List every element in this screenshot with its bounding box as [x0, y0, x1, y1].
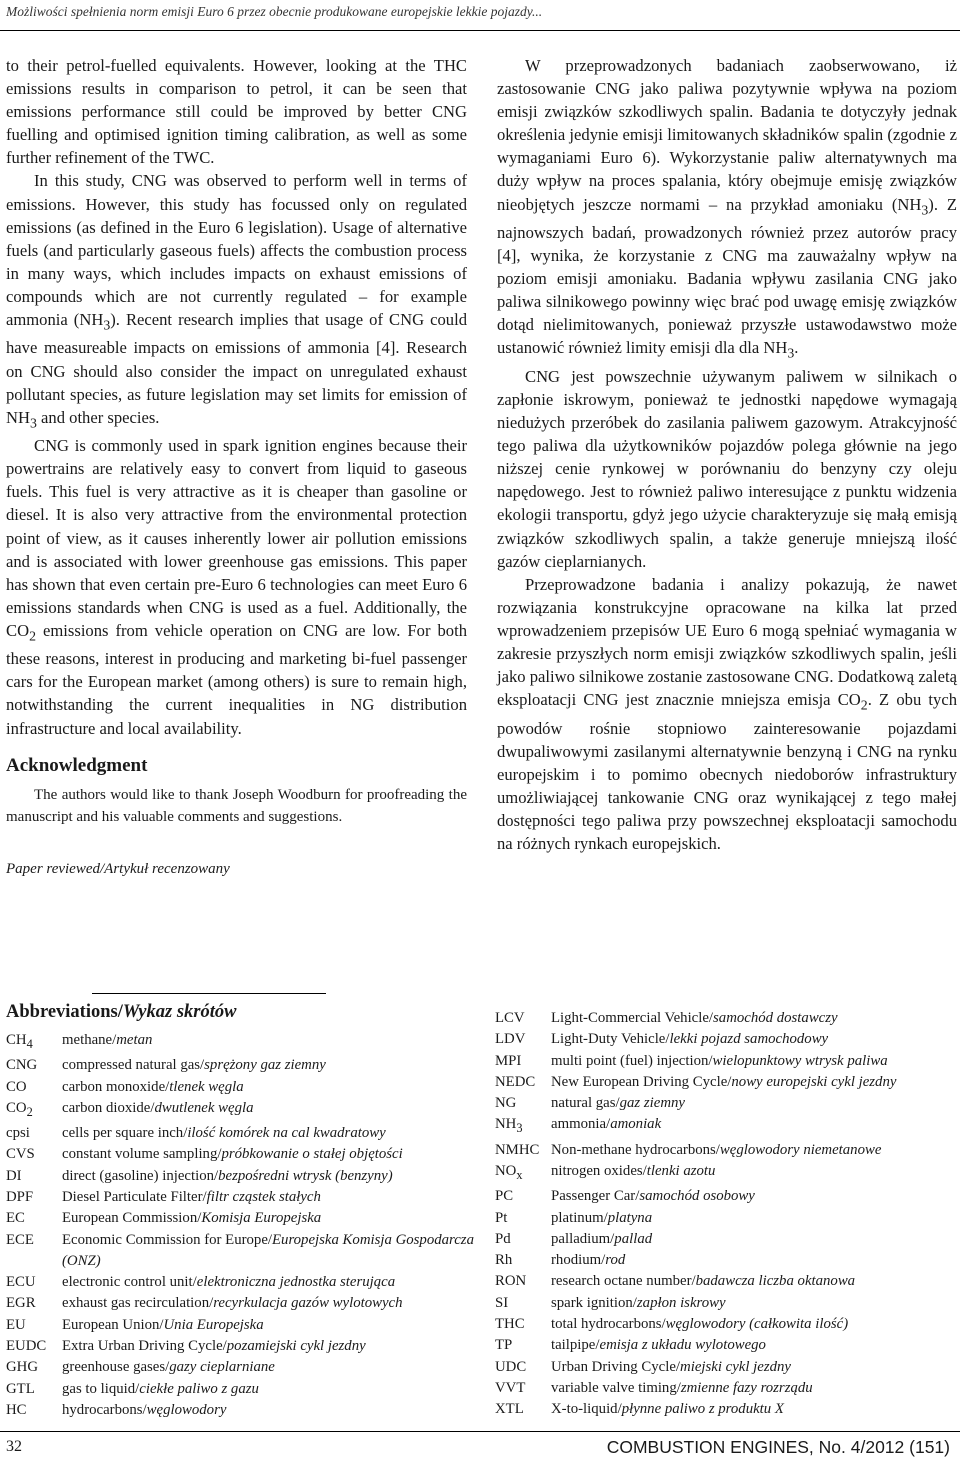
- running-head: Możliwości spełnienia norm emisji Euro 6 przez obecnie produkowane europejskie lekkie pojazdy...: [6, 4, 543, 19]
- term-text: NO: [495, 1163, 517, 1180]
- subscript: 2: [860, 697, 868, 713]
- definition-pl: gaz ziemny: [619, 1095, 685, 1112]
- abbreviation-term: [495, 1093, 551, 1114]
- abbreviation-row: [495, 1051, 960, 1072]
- definition-en: New European Driving Cycle/: [551, 1073, 732, 1090]
- term-text: EC: [6, 1210, 25, 1227]
- abbreviation-term: [495, 1161, 551, 1186]
- footer-rule-right: [300, 1431, 960, 1432]
- definition-en: European Union/: [62, 1316, 164, 1333]
- abbreviation-term: [6, 1166, 62, 1187]
- abbreviation-row: [495, 1335, 960, 1356]
- page-number: 32: [6, 1438, 22, 1455]
- text-run: In this study, CNG was observed to perform well in terms of emissions. However, this study has focussed only on regulated emissions (as defined in the Euro 6 legislation). Usage of alternative fuels (and particularly gaseous fuels) affects the combustion process in many ways, which includes impacts on exhaust emissions of compounds which are not currently regulated – for example ammonia (NH: [6, 171, 467, 330]
- text-run: .: [794, 338, 799, 358]
- definition-pl: nowy europejski cykl jezdny: [731, 1073, 897, 1090]
- abbreviation-row: [495, 1140, 960, 1161]
- definition-en: direct (gasoline) injection/: [62, 1167, 219, 1184]
- definition-pl: samochód dostawczy: [713, 1010, 838, 1026]
- term-text: TP: [495, 1337, 513, 1354]
- abbreviation-definition: [551, 1029, 960, 1050]
- abbreviation-term: [495, 1208, 551, 1229]
- abbreviation-term: [495, 1399, 551, 1420]
- definition-en: ammonia/: [551, 1116, 611, 1133]
- abbreviation-definition: [62, 1098, 476, 1119]
- definition-en: Extra Urban Driving Cycle/: [62, 1338, 227, 1355]
- abbreviation-row: [6, 1336, 476, 1357]
- acknowledgment-heading: Acknowledgment: [6, 754, 148, 776]
- definition-en: Non-methane hydrocarbons/: [551, 1141, 720, 1158]
- text-run: Przeprowadzone badania i analizy pokazują, że nawet rozwiązania konstrukcyjne opracowane na kilka lat przed wprowadzeniem przepisów UE Euro 6 mogą spełniać wymagania w zakresie przyszłych norm emisji związków szkodliwych spalin, jeśli jako paliwo silnikowe zostanie zastosowane CNG. Dodatkową zaletą eksploatacji CNG jest znacznie mniejsza emisja CO: [497, 574, 957, 710]
- term-text: GHG: [6, 1359, 39, 1376]
- term-text: RON: [495, 1273, 527, 1290]
- definition-pl: próbkowanie o stałej objętości: [221, 1146, 403, 1163]
- abbreviation-definition: [551, 1208, 960, 1229]
- abbreviation-row: [6, 1293, 476, 1314]
- definition-en: gas to liquid/: [62, 1380, 140, 1397]
- abbreviation-definition: [62, 1336, 476, 1357]
- abbreviation-row: [6, 1315, 476, 1336]
- term-subscript: 2: [26, 1104, 33, 1119]
- term-text: XTL: [495, 1401, 524, 1418]
- definition-pl: samochód osobowy: [639, 1188, 755, 1205]
- term-text: CO: [6, 1078, 27, 1095]
- abbreviation-definition: [62, 1187, 476, 1208]
- definition-en: methane/: [62, 1032, 117, 1048]
- abbreviation-definition: [62, 1077, 476, 1098]
- term-text: LCV: [495, 1010, 525, 1026]
- abbreviation-row: [495, 1250, 960, 1271]
- term-text: UDC: [495, 1358, 527, 1375]
- abbreviation-definition: [551, 1072, 960, 1093]
- text-run: . Z obu tych powodów rośnie stopniowo zainteresowanie pojazdami dwupaliwowymi zasilanymi alternatywnie benzyną i CNG na rynku europejskim i to pomimo obecnych niedoborów infrastruktury umożliwiającej tankowanie CNG oraz wynikającej z tego małej dostępności tego paliwa przy powszechnej eksploatacji samochodu na różnych rynkach europejskich.: [497, 690, 957, 854]
- definition-pl: sprężony gaz ziemny: [204, 1057, 326, 1074]
- abbreviation-row: [495, 1093, 960, 1114]
- definition-en: constant volume sampling/: [62, 1146, 222, 1163]
- term-text: LDV: [495, 1031, 526, 1048]
- subscript: 3: [29, 415, 37, 431]
- definition-en: hydrocarbons/: [62, 1401, 147, 1418]
- definition-pl: gazy cieplarniane: [169, 1359, 275, 1376]
- abbreviation-term: [6, 1336, 62, 1357]
- abbreviation-definition: [62, 1055, 476, 1076]
- definition-en: rhodium/: [551, 1252, 606, 1269]
- abbreviation-term: [495, 1186, 551, 1207]
- abbreviation-definition: [62, 1230, 476, 1273]
- abbreviations-rule: [92, 993, 326, 994]
- abbreviation-definition: [62, 1166, 476, 1187]
- abbreviation-row: [6, 1357, 476, 1378]
- abbreviation-definition: [551, 1314, 960, 1335]
- definition-pl: miejski cykl jezdny: [680, 1358, 791, 1375]
- definition-en: Passenger Car/: [551, 1188, 640, 1205]
- abbreviation-row: [6, 1098, 476, 1123]
- abbreviation-row: [495, 1208, 960, 1229]
- abbreviation-definition: [551, 1250, 960, 1271]
- abbreviations-heading: [6, 1001, 236, 1023]
- definition-pl: węglowodory: [146, 1401, 227, 1418]
- abbreviation-definition: [551, 1114, 960, 1135]
- abbreviation-definition: [62, 1400, 476, 1421]
- abbreviation-definition: [62, 1144, 476, 1165]
- definition-pl: metan: [116, 1032, 153, 1048]
- definition-en: compressed natural gas/: [62, 1057, 205, 1074]
- abbreviation-term: [495, 1114, 551, 1139]
- definition-pl: ciekłe paliwo z gazu: [139, 1380, 259, 1397]
- abbreviation-row: [495, 1008, 960, 1029]
- abbreviation-term: [6, 1055, 62, 1076]
- heading-en: Abbreviations/: [6, 1002, 123, 1022]
- subscript: 2: [29, 628, 36, 644]
- abbreviation-definition: [62, 1208, 476, 1229]
- term-text: CH: [6, 1032, 27, 1048]
- term-text: Rh: [495, 1252, 513, 1269]
- definition-pl: tlenki azotu: [646, 1163, 716, 1180]
- abbreviation-term: [495, 1029, 551, 1050]
- journal-name: COMBUSTION ENGINES, No. 4/2012 (151): [606, 1437, 950, 1457]
- definition-en: tailpipe/: [551, 1337, 600, 1354]
- abbreviation-definition: [551, 1161, 960, 1182]
- definition-pl: węglowodory niemetanowe: [719, 1141, 882, 1158]
- abbreviation-term: [495, 1314, 551, 1335]
- term-text: NEDC: [495, 1073, 536, 1090]
- definition-en: platinum/: [551, 1209, 608, 1226]
- term-text: HC: [6, 1401, 27, 1418]
- definition-en: Economic Commission for Europe/: [62, 1231, 273, 1248]
- definition-en: cells per square inch/: [62, 1125, 188, 1142]
- abbreviation-row: [6, 1272, 476, 1293]
- term-text: DI: [6, 1167, 22, 1184]
- right-paragraph-2: CNG jest powszechnie używanym paliwem w silnikach o zapłonie iskrowym, ponieważ te jednostki napędowe wymagają niedużych przeróbek do zasilania paliwem gazowym. Atrakcyjność tego paliwa dla użytkowników pojazdów polega głównie na jego niższej cenie rynkowej w porównaniu do benzyny czy oleju napędowego. Jest to również paliwo interesujące z punktu widzenia ekologii transportu, gdyż jego użycie charakteryzuje się małą emisją związków szkodliwych spalin, a także generuje mniejszą ilość gazów cieplarnianych.: [497, 366, 957, 571]
- definition-pl: Komisja Europejska: [201, 1210, 322, 1227]
- subscript: 3: [921, 201, 929, 217]
- term-text: ECE: [6, 1231, 34, 1248]
- text-run: ). Recent research implies that usage of CNG could have measureable impacts on emissions of ammonia [4]. Research on CNG should also consider the impact on unregulated exhaust pollutant species, as future legislation may set limits for emission of NH: [6, 310, 467, 427]
- abbreviation-term: [495, 1335, 551, 1356]
- right-paragraph-3: [497, 573, 957, 855]
- definition-en: carbon monoxide/: [62, 1078, 170, 1095]
- text-run: and other species.: [36, 407, 160, 427]
- abbreviation-row: [6, 1379, 476, 1400]
- abbreviation-definition: [62, 1030, 476, 1051]
- abbreviation-term: [495, 1357, 551, 1378]
- definition-pl: dwutlenek węgla: [154, 1099, 254, 1116]
- term-text: NH: [495, 1116, 517, 1133]
- abbreviation-row: [495, 1072, 960, 1093]
- abbreviation-definition: [551, 1008, 960, 1029]
- definition-en: nitrogen oxides/: [551, 1163, 647, 1180]
- definition-en: multi point (fuel) injection/: [551, 1052, 713, 1069]
- abbreviation-definition: [551, 1140, 960, 1161]
- definition-pl: pozamiejski cykl jezdny: [226, 1338, 366, 1355]
- term-text: CO: [6, 1099, 27, 1116]
- definition-pl: zmienne fazy rozrządu: [680, 1379, 813, 1396]
- abbreviation-row: [6, 1144, 476, 1165]
- abbreviation-term: [495, 1250, 551, 1271]
- term-text: PC: [495, 1188, 514, 1205]
- abbreviation-term: [6, 1098, 62, 1123]
- abbreviation-row: [6, 1230, 476, 1273]
- term-text: CNG: [6, 1057, 38, 1074]
- term-text: THC: [495, 1316, 525, 1333]
- term-text: EU: [6, 1316, 26, 1333]
- right-paragraph-1: [497, 54, 957, 365]
- abbreviations-list-right: [495, 1008, 960, 1421]
- abbreviation-term: [6, 1123, 62, 1144]
- definition-en: Light-Duty Vehicle/: [551, 1031, 670, 1048]
- definition-en: variable valve timing/: [551, 1379, 681, 1396]
- definition-pl: badawcza liczba oktanowa: [695, 1273, 856, 1290]
- definition-pl: płynne paliwo z produktu X: [621, 1401, 784, 1418]
- abbreviation-definition: [551, 1357, 960, 1378]
- abbreviation-term: [6, 1077, 62, 1098]
- definition-en: Diesel Particulate Filter/: [62, 1188, 207, 1205]
- text-run: CNG is commonly used in spark ignition engines because their powertrains are relatively easy to convert from liquid to gaseous fuels. This fuel is very attractive as it is cheaper than gasoline or diesel. It is also very attractive from the environmental protection point of view, as it causes inherently lower air pollution emissions and is associated with lower greenhouse gas emissions. This paper has shown that even certain pre-Euro 6 technologies can meet Euro 6 emissions standards when CNG is used as a fuel. Additionally, the CO: [6, 436, 467, 640]
- term-text: Pt: [495, 1209, 508, 1226]
- abbreviation-definition: [551, 1378, 960, 1399]
- abbreviation-row: [6, 1030, 476, 1055]
- abbreviation-definition: [62, 1123, 476, 1144]
- term-text: NG: [495, 1095, 517, 1112]
- abbreviation-term: [6, 1400, 62, 1421]
- text-run: ). Z najnowszych badań, prowadzonych również przez autorów pracy [4], wynika, że korzystanie z CNG ma zauważalny wpływ na poziom emisji amoniaku. Badania wpływu zasilania CNG jako paliwa silnikowego powinny więc brać pod uwagę emisję związków dotąd nielimitowanych, ponieważ przyszłe ustawodawstwo może ustanowić również limity emisji dla dla NH: [497, 194, 957, 358]
- abbreviation-row: [495, 1293, 960, 1314]
- abbreviation-definition: [551, 1293, 960, 1314]
- definition-en: electronic control unit/: [62, 1274, 197, 1291]
- acknowledgment-text: The authors would like to thank Joseph Woodburn for proofreading the manuscript and his valuable comments and suggestions.: [6, 786, 467, 825]
- term-text: ECU: [6, 1274, 36, 1291]
- definition-pl: węglowodory (całkowita ilość): [665, 1316, 849, 1333]
- definition-pl: recyrkulacja gazów wylotowych: [213, 1295, 403, 1312]
- abbreviations-list-left: [6, 1030, 476, 1421]
- term-text: GTL: [6, 1380, 35, 1397]
- definition-pl: lekki pojazd samochodowy: [669, 1031, 829, 1048]
- abbreviation-term: [495, 1140, 551, 1161]
- abbreviation-definition: [62, 1379, 476, 1400]
- abbreviation-definition: [551, 1186, 960, 1207]
- text-run: W przeprowadzonych badaniach zaobserwowano, iż zastosowanie CNG jako paliwa pozytywnie wpływa na poziom emisji związków szkodliwych spalin. Badania te dotyczyły jednak określenia jedynie emisji limitowanych składników spalin (zgodnie z wymaganiami Euro 6). Wykorzystanie paliw alternatywnych ma duży wpływ na proces spalania, który obejmuje emisję związków nieobjętych jeszcze normami – na przykład amoniaku (NH: [497, 56, 957, 214]
- abbreviation-definition: [62, 1272, 476, 1293]
- abbreviation-row: [6, 1055, 476, 1076]
- abbreviation-term: [6, 1315, 62, 1336]
- abbreviation-term: [6, 1357, 62, 1378]
- subscript: 3: [103, 317, 111, 333]
- abbreviation-row: [495, 1357, 960, 1378]
- definition-en: total hydrocarbons/: [551, 1316, 666, 1333]
- abbreviation-term: [495, 1293, 551, 1314]
- term-text: DPF: [6, 1188, 34, 1205]
- definition-pl: elektroniczna jednostka sterująca: [196, 1274, 396, 1291]
- term-text: MPI: [495, 1052, 522, 1069]
- definition-en: greenhouse gases/: [62, 1359, 170, 1376]
- right-column: [497, 54, 957, 855]
- abbreviation-row: [495, 1161, 960, 1186]
- abbreviation-row: [6, 1208, 476, 1229]
- subscript: 3: [787, 345, 795, 361]
- term-text: EGR: [6, 1295, 36, 1312]
- term-text: VVT: [495, 1379, 526, 1396]
- abbreviation-term: [6, 1144, 62, 1165]
- definition-en: spark ignition/: [551, 1294, 637, 1311]
- definition-pl: pallad: [614, 1230, 653, 1247]
- abbreviation-row: [6, 1077, 476, 1098]
- abbreviation-term: [6, 1030, 62, 1055]
- term-text: Pd: [495, 1230, 511, 1247]
- term-text: SI: [495, 1294, 509, 1311]
- definition-pl: Europejska Komisja Gospodarcza (ONZ): [62, 1231, 474, 1269]
- abbreviation-row: [495, 1399, 960, 1420]
- definition-en: Light-Commercial Vehicle/: [551, 1010, 714, 1026]
- abbreviation-term: [495, 1271, 551, 1292]
- abbreviation-definition: [62, 1293, 476, 1314]
- abbreviation-definition: [551, 1335, 960, 1356]
- abbreviation-row: [495, 1229, 960, 1250]
- text-run: emissions from vehicle operation on CNG are low. For both these reasons, interest in producing and marketing bi-fuel passenger cars for the European market (among others) is sure to remain high, notwithstanding the current inequalities in NG distribution infrastructure and local availability.: [6, 620, 467, 738]
- abbreviation-definition: [551, 1051, 960, 1072]
- definition-en: European Commission/: [62, 1210, 202, 1227]
- term-text: NMHC: [495, 1141, 540, 1158]
- term-subscript: 4: [26, 1036, 33, 1051]
- review-note: Paper reviewed/Artykuł recenzowany: [6, 860, 230, 877]
- term-text: EUDC: [6, 1338, 47, 1355]
- abbreviation-row: [495, 1378, 960, 1399]
- abbreviation-term: [6, 1379, 62, 1400]
- term-subscript: x: [516, 1167, 523, 1182]
- abbreviation-term: [6, 1208, 62, 1229]
- abbreviation-definition: [551, 1271, 960, 1292]
- definition-en: exhaust gas recirculation/: [62, 1295, 214, 1312]
- abbreviation-definition: [62, 1315, 476, 1336]
- abbreviation-term: [495, 1072, 551, 1093]
- abbreviation-definition: [551, 1093, 960, 1114]
- abbreviation-term: [6, 1293, 62, 1314]
- abbreviation-definition: [551, 1399, 960, 1420]
- abbreviation-row: [495, 1114, 960, 1139]
- definition-pl: platyna: [607, 1209, 653, 1226]
- definition-en: X-to-liquid/: [551, 1401, 622, 1418]
- abbreviation-term: [495, 1008, 551, 1029]
- definition-pl: filtr cząstek stałych: [206, 1188, 321, 1205]
- definition-pl: rod: [605, 1252, 626, 1269]
- left-column: [6, 54, 467, 881]
- definition-pl: zapłon iskrowy: [636, 1294, 726, 1311]
- term-text: CVS: [6, 1146, 35, 1163]
- definition-en: palladium/: [551, 1230, 615, 1247]
- abbreviation-row: [6, 1400, 476, 1421]
- definition-pl: amoniak: [610, 1116, 662, 1133]
- abbreviation-term: [6, 1272, 62, 1293]
- abbreviation-definition: [62, 1357, 476, 1378]
- left-paragraph-3: [6, 434, 467, 740]
- abbreviation-term: [495, 1378, 551, 1399]
- term-text: cpsi: [6, 1125, 30, 1142]
- definition-pl: wielopunktowy wtrysk paliwa: [712, 1052, 888, 1069]
- definition-pl: emisja z układu wylotowego: [599, 1337, 766, 1354]
- footer-rule-left: [0, 1431, 300, 1432]
- abbreviation-row: [495, 1314, 960, 1335]
- abbreviation-row: [495, 1029, 960, 1050]
- abbreviation-row: [6, 1187, 476, 1208]
- definition-pl: tlenek węgla: [169, 1078, 244, 1095]
- definition-pl: ilość komórek na cal kwadratowy: [187, 1125, 386, 1142]
- abbreviation-row: [6, 1166, 476, 1187]
- definition-pl: bezpośredni wtrysk (benzyny): [218, 1167, 393, 1184]
- definition-en: carbon dioxide/: [62, 1099, 155, 1116]
- definition-en: natural gas/: [551, 1095, 620, 1112]
- abbreviation-term: [495, 1229, 551, 1250]
- definition-en: Urban Driving Cycle/: [551, 1358, 681, 1375]
- abbreviation-row: [495, 1186, 960, 1207]
- abbreviation-row: [495, 1271, 960, 1292]
- abbreviation-term: [6, 1230, 62, 1251]
- abbreviation-row: [6, 1123, 476, 1144]
- left-paragraph-1: to their petrol-fuelled equivalents. However, looking at the THC emissions results in comparison to petrol, it can be seen that emissions performance still could be improved by better CNG fuelling and optimised ignition timing calibration, as well as some further refinement of the TWC.: [6, 56, 467, 168]
- heading-pl: Wykaz skrótów: [122, 1002, 237, 1022]
- abbreviation-term: [495, 1051, 551, 1072]
- abbreviation-definition: [551, 1229, 960, 1250]
- definition-pl: Unia Europejska: [163, 1316, 264, 1333]
- left-paragraph-2: [6, 169, 467, 434]
- definition-en: research octane number/: [551, 1273, 696, 1290]
- header-rule: [0, 30, 960, 31]
- abbreviation-term: [6, 1187, 62, 1208]
- term-subscript: 3: [516, 1121, 523, 1136]
